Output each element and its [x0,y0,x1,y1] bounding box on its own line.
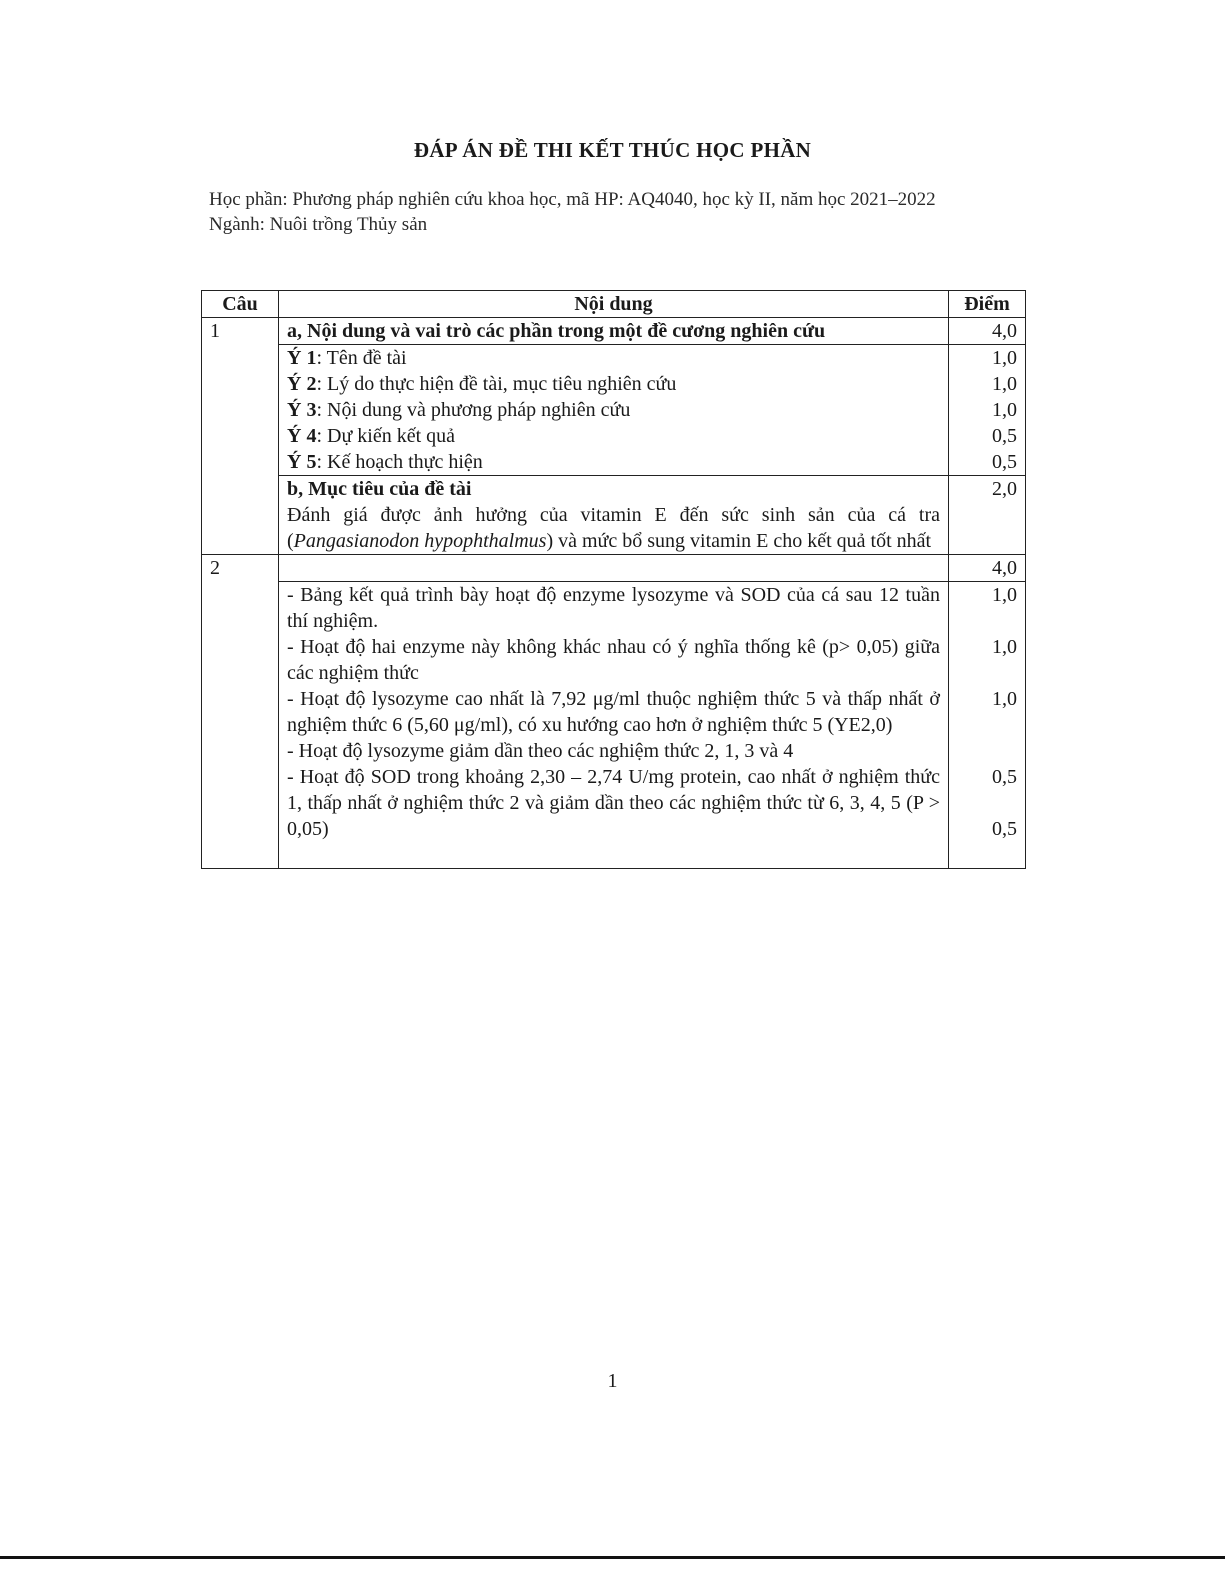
item-score: 1,0 [992,584,1017,606]
table-header-row [202,291,1026,318]
course-info: Học phần: Phương pháp nghiên cứu khoa học, mã HP: AQ4040, học kỳ II, năm học 2021–2022 [209,189,936,210]
q1b-heading: b, Mục tiêu của đề tài [287,478,472,500]
list-item: - Bảng kết quả trình bày hoạt độ enzyme lysozyme và SOD của cá sau 12 tuần thí nghiệm. [287,584,940,632]
table-row [202,476,1026,555]
list-item: Ý 5: Kế hoạch thực hiện [287,451,483,473]
table-row [202,555,1026,582]
list-item: Ý 4: Dự kiến kết quả [287,425,456,447]
header-noi-dung: Nội dung [279,291,949,318]
q2-heading-empty [279,555,949,582]
q1a-score: 4,0 [949,318,1026,345]
item-score: 0,5 [992,425,1017,447]
q1a-item-scores [949,345,1026,476]
scan-bottom-edge [0,1556,1225,1559]
item-score: 0,5 [992,818,1017,840]
list-item: - Hoạt độ lysozyme giảm dần theo các nghiệm thức 2, 1, 3 và 4 [287,740,794,762]
q2-items [279,582,949,869]
answer-table [201,290,1026,869]
q2-score: 4,0 [949,555,1026,582]
q1b-text: Đánh giá được ảnh hưởng của vitamin E đến sức sinh sản của cá tra (Pangasianodon hypophthalmus) và mức bổ sung vitamin E cho kết quả tốt nhất [287,504,940,552]
item-score: 1,0 [992,688,1017,710]
table-row [202,582,1026,869]
item-score: 1,0 [992,399,1017,421]
q1a-items [279,345,949,476]
header-diem: Điểm [949,291,1026,318]
list-item: Ý 3: Nội dung và phương pháp nghiên cứu [287,399,631,421]
major-info: Ngành: Nuôi trồng Thủy sản [209,214,428,235]
list-item: - Hoạt độ SOD trong khoảng 2,30 – 2,74 U/mg protein, cao nhất ở nghiệm thức 1, thấp nhất ở nghiệm thức 2 và giảm dần theo các nghiệm thức từ 6, 3, 4, 5 (P > 0,05) [287,766,940,840]
q2-item-scores [949,582,1026,869]
item-score: 1,0 [992,636,1017,658]
page-number: 1 [607,1370,618,1392]
item-score: 1,0 [992,373,1017,395]
document-title: ĐÁP ÁN ĐỀ THI KẾT THÚC HỌC PHẦN [413,138,812,162]
q1a-heading: a, Nội dung và vai trò các phần trong một đề cương nghiên cứu [279,318,949,345]
item-score: 0,5 [992,451,1017,473]
q1b-score: 2,0 [949,476,1026,555]
table-row [202,345,1026,476]
table-row [202,318,1026,345]
q2-number: 2 [202,555,279,869]
list-item: - Hoạt độ lysozyme cao nhất là 7,92 μg/ml thuộc nghiệm thức 5 và thấp nhất ở nghiệm thức 6 (5,60 μg/ml), có xu hướng cao hơn ở nghiệm thức 5 (YE2,0) [287,688,940,736]
list-item: Ý 1: Tên đề tài [287,347,407,369]
header-cau: Câu [202,291,279,318]
list-item: Ý 2: Lý do thực hiện đề tài, mục tiêu nghiên cứu [287,373,677,395]
list-item: - Hoạt độ hai enzyme này không khác nhau có ý nghĩa thống kê (p> 0,05) giữa các nghiệm thức [287,636,940,684]
item-score: 0,5 [992,766,1017,788]
q1-number: 1 [202,318,279,555]
q1b-content [279,476,949,555]
item-score: 1,0 [992,347,1017,369]
